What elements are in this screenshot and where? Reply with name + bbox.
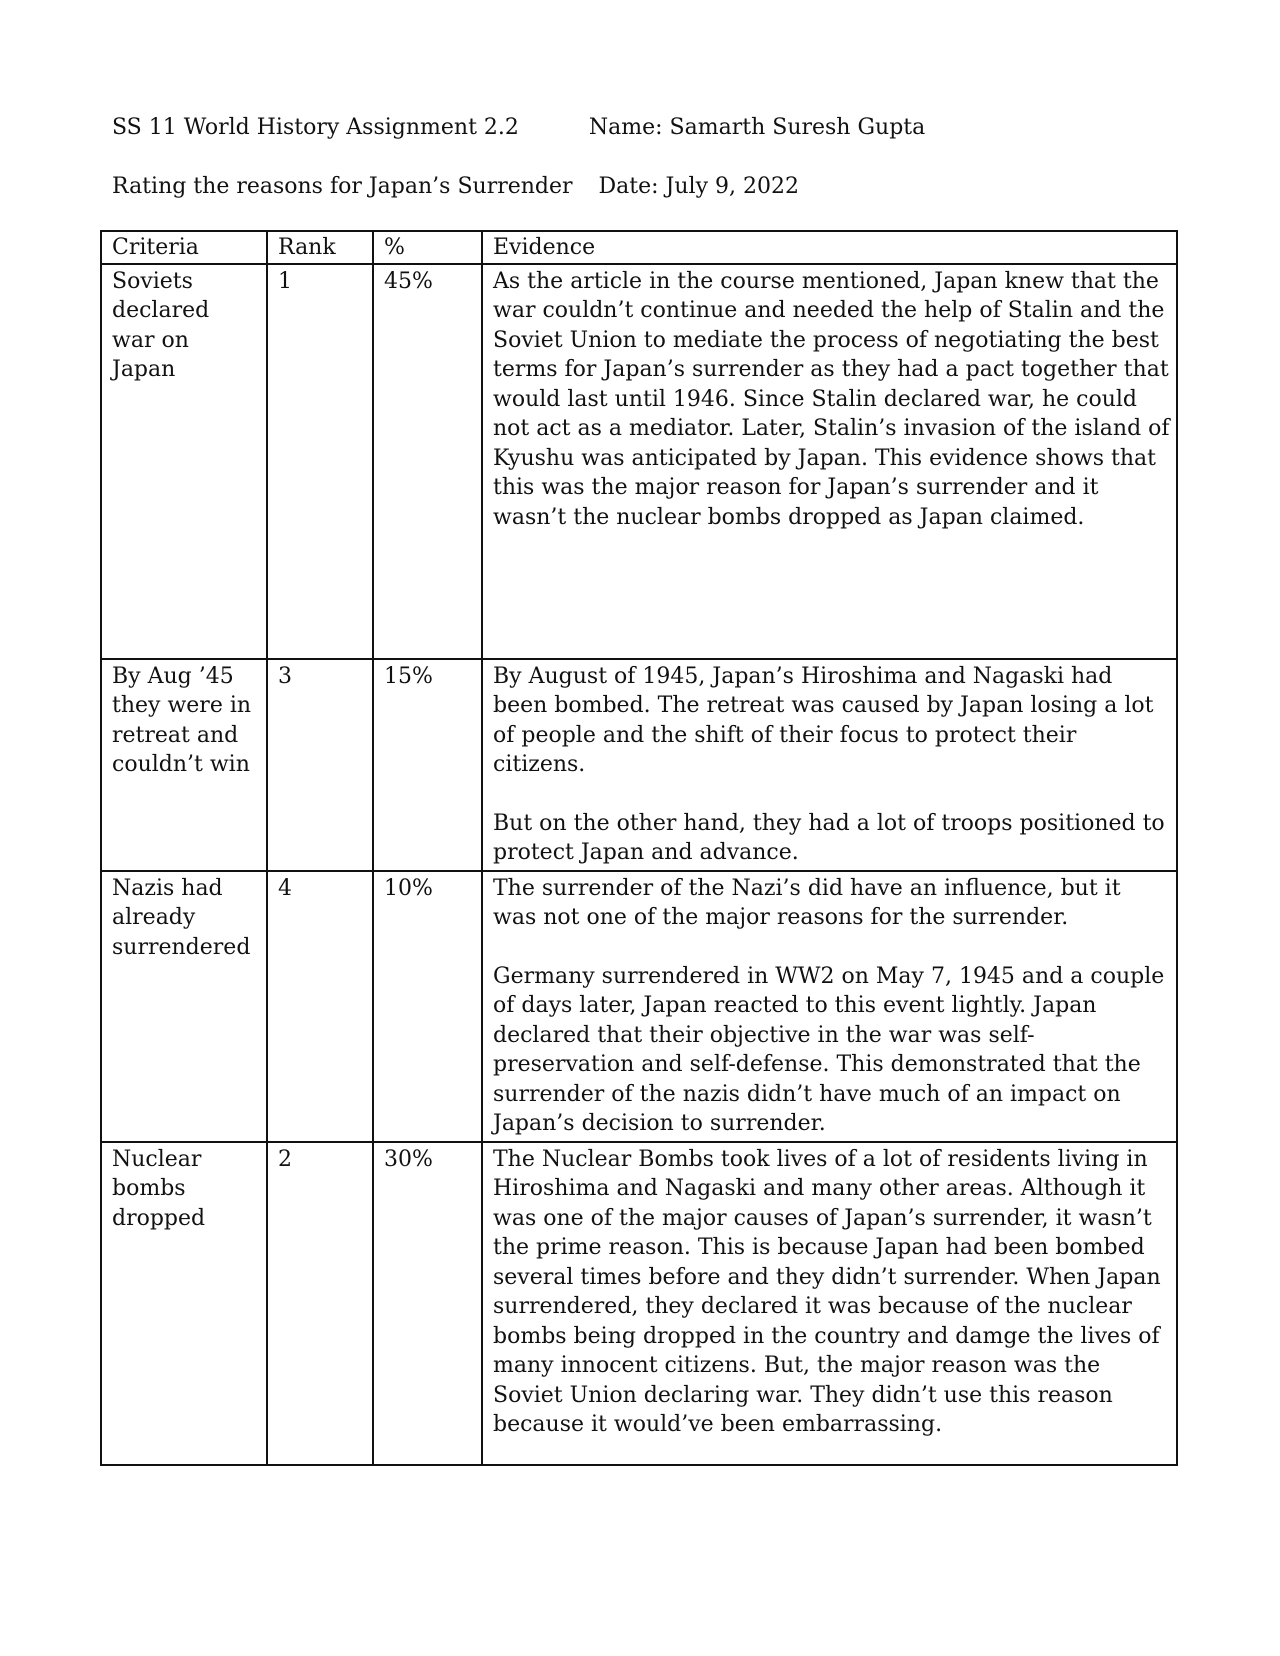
percent-cell: 10% [373, 871, 482, 1142]
evidence-cell [482, 871, 1177, 1142]
rank-cell: 4 [267, 871, 373, 1142]
table-row [101, 659, 1177, 871]
evidence-paragraph: The Nuclear Bombs took lives of a lot of residents living in Hiroshima and Nagaski and many other areas. Although it was one of the major causes of Japan’s surrender, it wasn’t the prime reason. This is because Japan had been bombed several times before and they didn’t surrender. When Japan surrendered, they declared it was because of the nuclear bombs being dropped in the country and damge the lives of many innocent citizens. But, the major reason was the Soviet Union declaring war. They didn’t use this reason because it would’ve been embarrassing. [493, 1146, 1161, 1437]
rating-table [100, 230, 1178, 1466]
column-header-percent: % [373, 231, 482, 264]
student-name: Name: Samarth Suresh Gupta [588, 115, 926, 140]
column-header-criteria: Criteria [101, 231, 267, 264]
column-header-evidence: Evidence [482, 231, 1177, 264]
evidence-cell [482, 1142, 1177, 1465]
evidence-paragraph: By August of 1945, Japan’s Hiroshima and Nagaski had been bombed. The retreat was caused by Japan losing a lot of people and the shift of their focus to protect their citizens. [493, 663, 1154, 777]
rank-cell: 3 [267, 659, 373, 871]
evidence-paragraph: The surrender of the Nazi’s did have an influence, but it was not one of the major reasons for the surrender. [493, 875, 1121, 930]
criteria-cell: By Aug ’45 they were in retreat and couldn’t win [101, 659, 267, 871]
evidence-paragraph: Germany surrendered in WW2 on May 7, 1945 and a couple of days later, Japan reacted to this event lightly. Japan declared that their objective in the war was self-preservation and self-defense. This demonstrated that the surrender of the nazis didn’t have much of an impact on Japan’s decision to surrender. [493, 963, 1165, 1136]
criteria-cell: Nazis had already surrendered [101, 871, 267, 1142]
table-row [101, 871, 1177, 1142]
header-line-subtitle [112, 173, 799, 201]
header-line-course [112, 114, 925, 142]
rank-cell: 2 [267, 1142, 373, 1465]
assignment-date: Date: July 9, 2022 [598, 174, 799, 199]
table-header-row [101, 231, 1177, 264]
evidence-cell [482, 659, 1177, 871]
table-row [101, 1142, 1177, 1465]
course-title: SS 11 World History Assignment 2.2 [112, 115, 519, 140]
criteria-cell: Soviets declared war on Japan [101, 264, 267, 659]
column-header-rank: Rank [267, 231, 373, 264]
evidence-cell [482, 264, 1177, 659]
evidence-paragraph: As the article in the course mentioned, Japan knew that the war couldn’t continue and needed the help of Stalin and the Soviet Union to mediate the process of negotiating the best terms for Japan’s surrender as they had a pact together that would last until 1946. Since Stalin declared war, he could not act as a mediator. Later, Stalin’s invasion of the island of Kyushu was anticipated by Japan. This evidence shows that this was the major reason for Japan’s surrender and it wasn’t the nuclear bombs dropped as Japan claimed. [493, 268, 1170, 530]
rank-cell: 1 [267, 264, 373, 659]
evidence-paragraph: But on the other hand, they had a lot of troops positioned to protect Japan and advance. [493, 810, 1165, 865]
table-row [101, 264, 1177, 659]
criteria-cell: Nuclear bombs dropped [101, 1142, 267, 1465]
percent-cell: 15% [373, 659, 482, 871]
percent-cell: 30% [373, 1142, 482, 1465]
percent-cell: 45% [373, 264, 482, 659]
assignment-subtitle: Rating the reasons for Japan’s Surrender [112, 174, 573, 199]
